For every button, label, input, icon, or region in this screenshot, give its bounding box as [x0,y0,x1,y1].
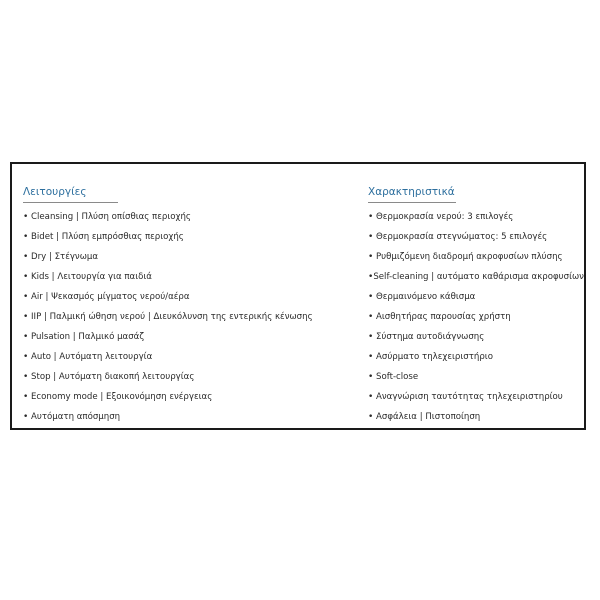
list-item [368,287,580,307]
list-item [23,347,343,367]
list-item [368,347,580,367]
bullet-icon: • [23,272,29,282]
list-item-text: Bidet | Πλύση εμπρόσθιας περιοχής [31,232,184,242]
bullet-icon: • [23,332,29,342]
bullet-icon: • [23,352,29,362]
list-item [23,407,343,427]
list-item-text: Ασφάλεια | Πιστοποίηση [376,412,481,422]
list-item [368,407,580,427]
bullet-icon: • [368,352,374,362]
list-item-text: Αναγνώριση ταυτότητας τηλεχειριστηρίου [376,392,563,402]
list-item-text: Ρυθμιζόμενη διαδρομή ακροφυσίων πλύσης [376,252,563,262]
list-item [23,287,343,307]
bullet-icon: • [368,252,374,262]
list-item-text: Θερμαινόμενο κάθισμα [376,292,476,302]
list-item-text: IIP | Παλμική ώθηση νερού | Διευκόλυνση της εντερικής κένωσης [31,312,313,322]
bullet-icon: • [368,292,374,302]
list-item-text: Θερμοκρασία στεγνώματος: 5 επιλογές [376,232,548,242]
bullet-icon: • [368,392,374,402]
list-item [368,367,580,387]
bullet-icon: • [23,252,29,262]
list-item [368,387,580,407]
bullet-icon: • [23,372,29,382]
bullet-icon: • [368,312,374,322]
bullet-icon: • [23,312,29,322]
list-item-text: Ασύρματο τηλεχειριστήριο [376,352,493,362]
features-heading-underline [368,202,456,203]
list-item [368,327,580,347]
list-item-text: Pulsation | Παλμικό μασάζ [31,332,144,342]
list-item-text: Dry | Στέγνωμα [31,252,99,262]
list-item [23,267,343,287]
features-column [368,186,584,427]
list-item [23,367,343,387]
list-item [23,227,343,247]
bullet-icon: • [368,372,374,382]
list-item [368,207,580,227]
bullet-icon: • [23,412,29,422]
list-item-text: Αισθητήρας παρουσίας χρήστη [376,312,511,322]
features-heading: Χαρακτηριστικά [368,186,455,198]
list-item-text: Economy mode | Εξοικονόμηση ενέργειας [31,392,213,402]
bullet-icon: • [23,292,29,302]
bullet-icon: • [23,212,29,222]
list-item-text: Stop | Αυτόματη διακοπή λειτουργίας [31,372,195,382]
list-item [23,327,343,347]
list-item-text: Αυτόματη απόσμηση [31,412,121,422]
list-item-text: Auto | Αυτόματη λειτουργία [31,352,153,362]
functions-list [23,207,343,427]
list-item [368,227,580,247]
functions-column [23,186,343,427]
list-item-text: Σύστημα αυτοδιάγνωσης [376,332,485,342]
bullet-icon: • [368,212,374,222]
bullet-icon: • [23,392,29,402]
list-item [368,307,580,327]
features-list [368,207,584,427]
list-item-text: Cleansing | Πλύση οπίσθιας περιοχής [31,212,191,222]
functions-heading-underline [23,202,118,203]
bullet-icon: • [368,232,374,242]
list-item-text: Self-cleaning | αυτόματο καθάρισμα ακροφυσίων [373,272,584,282]
bullet-icon: • [368,332,374,342]
bullet-icon: • [23,232,29,242]
list-item-text: Kids | Λειτουργία για παιδιά [31,272,152,282]
list-item [23,207,343,227]
list-item [368,267,584,287]
list-item [23,247,343,267]
list-item [23,387,343,407]
spec-panel [10,162,586,430]
bullet-icon: • [368,272,374,282]
list-item-text: Soft-close [376,372,419,382]
list-item [368,247,580,267]
list-item-text: Air | Ψεκασμός μίγματος νερού/αέρα [31,292,190,302]
functions-heading: Λειτουργίες [23,186,87,198]
list-item [23,307,343,327]
bullet-icon: • [368,412,374,422]
list-item-text: Θερμοκρασία νερού: 3 επιλογές [376,212,514,222]
